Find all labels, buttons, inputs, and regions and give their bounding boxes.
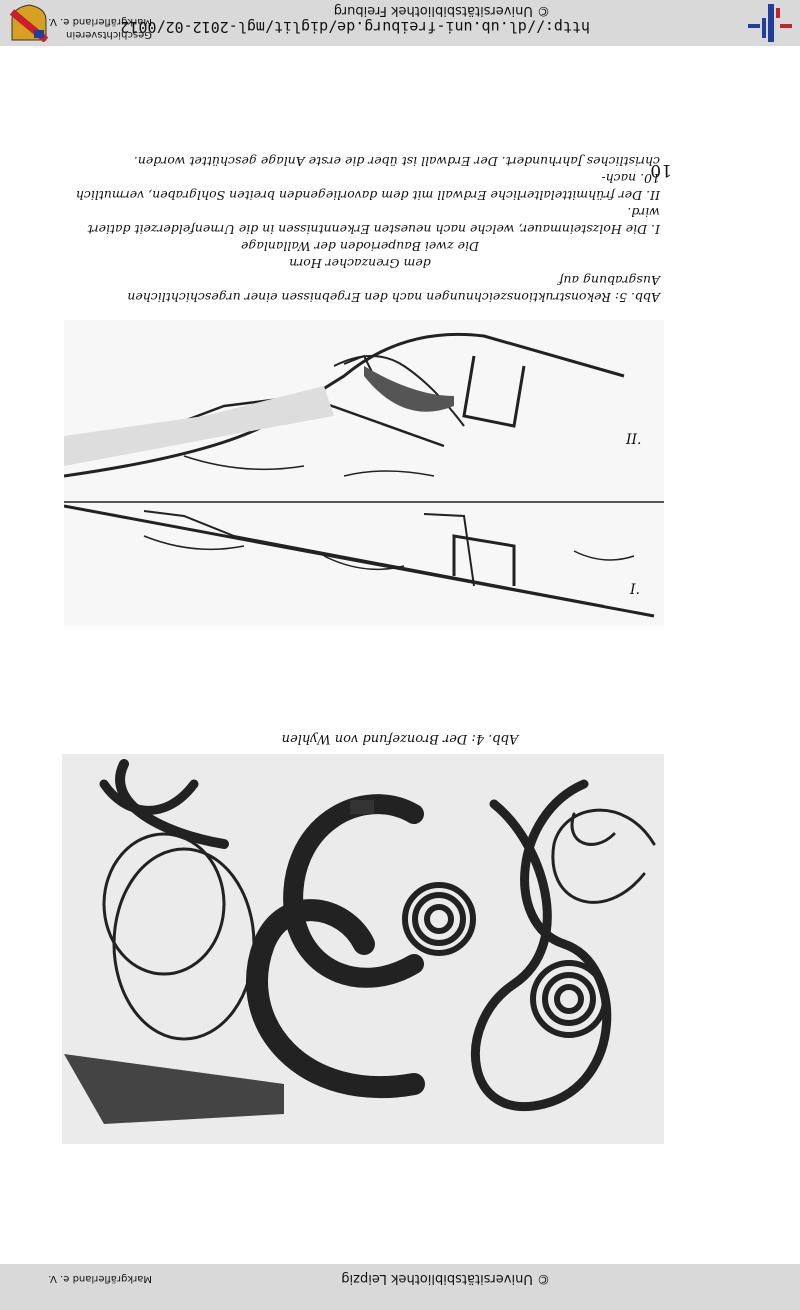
figure5-caption-line3: Die zwei Bauperioden der Wallanlage [241,239,479,254]
drawing-label-I: I. [630,582,640,598]
bronze-hoard-photo [62,754,664,1144]
society-crest-icon [10,4,48,42]
society-name-partial: Markgräflerland e. V. [48,1273,152,1284]
society-name-line1: Geschichtsverein [66,29,152,40]
rampart-reconstruction-drawing [64,320,664,626]
viewer-info-bar [0,0,800,46]
figure5-caption [60,153,660,306]
library-logo-icon [748,4,792,42]
library-copyright: © Universitätsbibliothek Freiburg [333,3,550,18]
drawing-label-II: II. [626,432,642,448]
library-copyright-partial: © Universitätsbibliothek Leipzig [341,1271,550,1286]
document-url-link[interactable]: http://dl.ub.uni-freiburg.de/diglit/mgl-2012-02/0012 [120,18,590,36]
society-name-line2: Markgräflerland e. V. [48,16,152,27]
figure5-caption-line1: Abb. 5: Rekonstruktionszeichnungen nach den Ergebnissen einer urgeschichtlichen Ausgrabung auf [127,273,660,305]
figure4-caption: Abb. 4: Der Bronzefund von Wyhlen [281,731,519,746]
page-number: 10 [650,160,672,180]
figure5-caption-line5: II. Der frühmittelalterliche Erdwall mit dem davorliegenden breiten Sohlgraben, vermutlich 10. nach- [75,171,660,203]
figure5-caption-line6: christliches Jahrhundert. Der Erdwall ist über die erste Anlage geschüttet worden. [133,154,660,169]
figure5-caption-line2: dem Grenzacher Horn [289,256,431,271]
viewer-header-bar-partial [0,1264,800,1310]
figure5-caption-line4: I. Die Holzsteinmauer, welche nach neuesten Erkenntnissen in die Urnenfelderzeit datiert wird. [87,205,660,237]
